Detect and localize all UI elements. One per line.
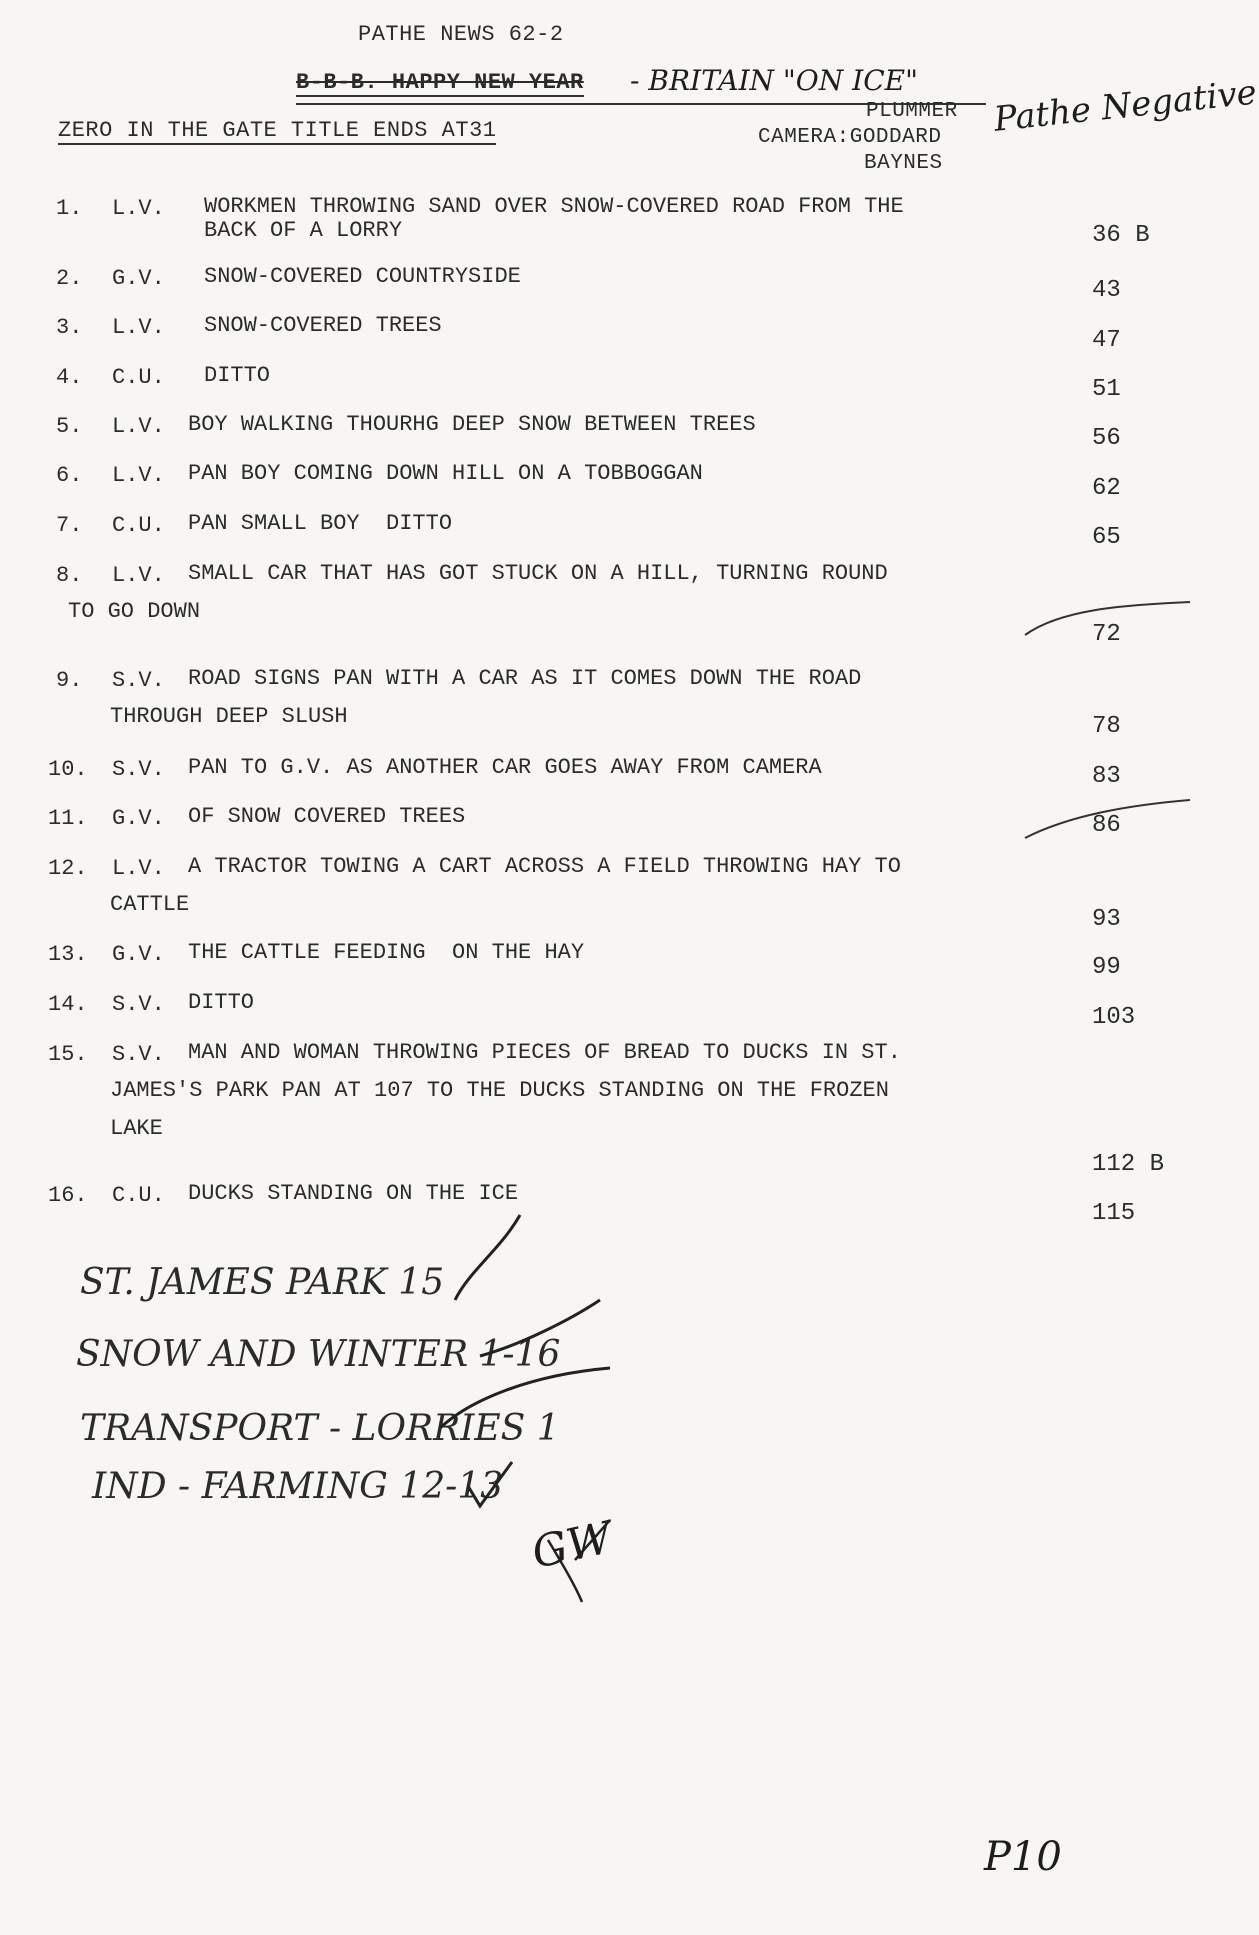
shot-footage: 115 (1092, 1200, 1136, 1227)
shot-code: L.V. (112, 196, 165, 221)
shot-number: 8. (56, 563, 83, 588)
shot-number: 7. (56, 513, 83, 538)
category-transport-lorries: TRANSPORT - LORRIES 1 (80, 1408, 560, 1449)
shot-code: G.V. (112, 266, 165, 291)
shot-description: PAN BOY COMING DOWN HILL ON A TOBBOGGAN (188, 461, 703, 486)
shot-number: 11. (48, 806, 88, 831)
series-title: PATHE NEWS 62-2 (358, 22, 564, 47)
shot-number: 1. (56, 196, 83, 221)
shot-code: G.V. (112, 806, 165, 831)
shot-description: TO GO DOWN (68, 599, 201, 624)
camera-crew-1: PLUMMER (866, 100, 958, 123)
shot-number: 2. (56, 266, 83, 291)
camera-crew-2: CAMERA:GODDARD (758, 126, 942, 149)
shot-code: L.V. (112, 856, 165, 881)
shot-number: 16. (48, 1183, 88, 1208)
initials: GW (527, 1512, 617, 1579)
shot-footage: 112 B (1092, 1151, 1165, 1178)
shot-description: SMALL CAR THAT HAS GOT STUCK ON A HILL, TURNING ROUND (188, 561, 888, 586)
shot-code: S.V. (112, 668, 165, 693)
shot-description: OF SNOW COVERED TREES (188, 804, 466, 829)
shot-number: 5. (56, 414, 83, 439)
shot-number: 14. (48, 992, 88, 1017)
shot-footage: 51 (1092, 376, 1121, 403)
shot-number: 13. (48, 942, 88, 967)
shot-footage: 86 (1092, 812, 1121, 839)
story-title-handwritten: - BRITAIN "ON ICE" (630, 64, 918, 97)
shot-code: L.V. (112, 463, 165, 488)
shot-footage: 65 (1092, 524, 1121, 551)
category-snow-winter: SNOW AND WINTER 1-16 (76, 1334, 561, 1375)
shot-description: LAKE (110, 1116, 163, 1141)
shot-description: JAMES'S PARK PAN AT 107 TO THE DUCKS STANDING ON THE FROZEN (110, 1078, 889, 1103)
shot-description: BOY WALKING THOURHG DEEP SNOW BETWEEN TREES (188, 412, 756, 437)
shot-footage: 47 (1092, 327, 1121, 354)
shot-description: DITTO (188, 990, 255, 1015)
shot-description: THE CATTLE FEEDING ON THE HAY (188, 940, 585, 965)
shot-description: ROAD SIGNS PAN WITH A CAR AS IT COMES DOWN THE ROAD (188, 666, 862, 691)
shot-description: DUCKS STANDING ON THE ICE (188, 1181, 519, 1206)
shot-footage: 72 (1092, 621, 1121, 648)
shot-footage: 62 (1092, 475, 1121, 502)
shot-description: THROUGH DEEP SLUSH (110, 704, 348, 729)
shot-number: 6. (56, 463, 83, 488)
shot-description: A TRACTOR TOWING A CART ACROSS A FIELD THROWING HAY TO (188, 854, 901, 879)
shot-description: MAN AND WOMAN THROWING PIECES OF BREAD TO DUCKS IN ST. (188, 1040, 901, 1065)
shot-description: PAN TO G.V. AS ANOTHER CAR GOES AWAY FROM CAMERA (188, 755, 822, 780)
shot-footage: 93 (1092, 906, 1121, 933)
shot-footage: 83 (1092, 763, 1121, 790)
shot-description: CATTLE (110, 892, 190, 917)
shot-number: 9. (56, 668, 83, 693)
shot-number: 12. (48, 856, 88, 881)
shot-description: SNOW-COVERED COUNTRYSIDE (204, 264, 521, 289)
shot-description: BACK OF A LORRY (204, 218, 403, 243)
zero-gate-line: ZERO IN THE GATE TITLE ENDS AT31 (58, 118, 497, 143)
shot-code: L.V. (112, 563, 165, 588)
shot-footage: 43 (1092, 277, 1121, 304)
shot-description: PAN SMALL BOY DITTO (188, 511, 453, 536)
shot-code: S.V. (112, 757, 165, 782)
shot-number: 4. (56, 365, 83, 390)
story-title: B-B-B. HAPPY NEW YEAR (296, 70, 584, 95)
shot-code: C.U. (112, 365, 165, 390)
camera-crew-3: BAYNES (864, 152, 943, 175)
category-ind-farming: IND - FARMING 12-13 (92, 1466, 504, 1507)
pathe-negative-stamp: Pathe Negative (992, 72, 1259, 140)
shot-footage: 78 (1092, 713, 1121, 740)
category-st-james-park: ST. JAMES PARK 15 (80, 1262, 445, 1303)
shot-footage: 99 (1092, 954, 1121, 981)
page-reference: P10 (984, 1834, 1062, 1880)
shot-code: S.V. (112, 1042, 165, 1067)
shot-description: WORKMEN THROWING SAND OVER SNOW-COVERED ROAD FROM THE (204, 194, 904, 219)
shot-footage: 36 B (1092, 222, 1150, 249)
shot-number: 15. (48, 1042, 88, 1067)
shot-footage: 103 (1092, 1004, 1136, 1031)
shot-code: S.V. (112, 992, 165, 1017)
shot-number: 10. (48, 757, 88, 782)
shot-number: 3. (56, 315, 83, 340)
shot-code: C.U. (112, 1183, 165, 1208)
shot-code: L.V. (112, 315, 165, 340)
shot-description: DITTO (204, 363, 271, 388)
shot-description: SNOW-COVERED TREES (204, 313, 442, 338)
shot-code: L.V. (112, 414, 165, 439)
shot-code: C.U. (112, 513, 165, 538)
shot-code: G.V. (112, 942, 165, 967)
shot-footage: 56 (1092, 425, 1121, 452)
